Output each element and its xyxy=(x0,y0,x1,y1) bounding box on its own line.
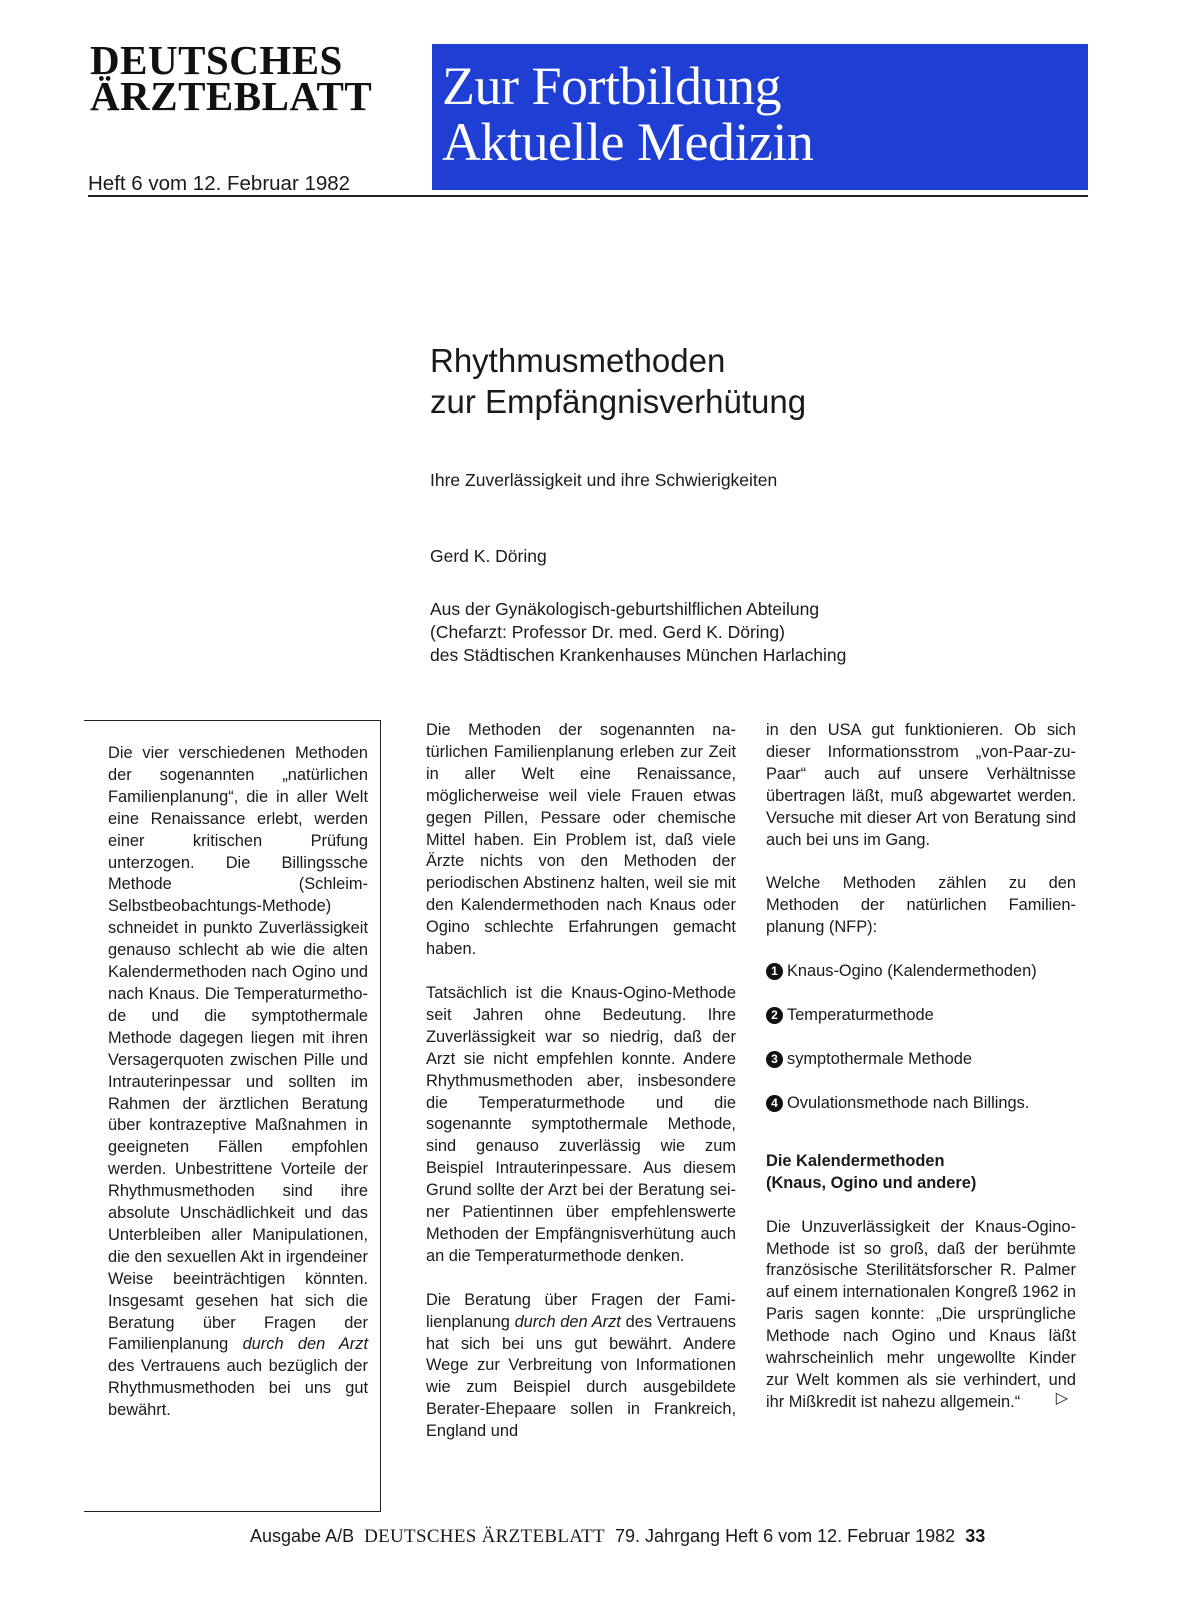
section-heading-line-1: Die Kalendermethoden xyxy=(766,1151,945,1170)
title-line-2: zur Empfängnisverhütung xyxy=(430,383,807,420)
abstract-text-part-2: des Vertrauens auch bezüglich der Rhythmusmethoden bei uns gut bewährt. xyxy=(108,1357,368,1420)
method-list-text: Knaus-Ogino (Kalendermethoden) xyxy=(787,962,1037,981)
method-list-item xyxy=(766,961,1076,983)
abstract-text-part-1: Die vier verschiedenen Methoden der sogenannten „natürlichen Familienplanung“, die in aller Welt eine Renaissance erlebt, werden einer kritischen Prüfung unterzogen. Die Billingssche Methode (Schleim-Selbstbeobachtungs-Methode) schneidet in punkto Zuverlässigkeit genauso schlecht ab wie die alten Kalendermethoden nach Ogino und nach Knaus. Die Temperaturmethode und die symptothermale Methode dagegen liegen mit ihren Versagerquoten zwischen Pille und Intrauterinpessar und sollten im Rahmen der ärztlichen Beratung über kontrazeptive Maßnahmen in geeigneten Fällen empfohlen werden. Unbestrittene Vorteile der Rhythmusmethoden sind ihre absolute Unschädlichkeit und das Unterbleiben aller Manipulationen, die den sexuellen Akt in irgendeiner Weise beeinträchtigen könnten. Insgesamt gesehen hat sich die Beratung über Fragen der Familienplanung xyxy=(108,744,368,1354)
footer-magazine: DEUTSCHES ÄRZTEBLATT xyxy=(364,1526,605,1547)
method-list-text: Ovulationsmethode nach Billings. xyxy=(787,1093,1030,1112)
number-circle-icon: 3 xyxy=(766,1051,783,1068)
header-rule xyxy=(88,195,1088,197)
paragraph: Die Methoden der sogenannten natürlichen Familienplanung erleben zur Zeit in aller Welt eine Renaissance, möglicherweise weil viele Frauen etwas gegen Pillen, Pessare oder chemische Mittel haben. Ein Problem ist, daß viele Ärzte nichts von den Methoden der periodischen Abstinenz halten, weil sie mit den Kalendermethoden nach Knaus oder Ogino schlechte Erfahrungen gemacht haben. xyxy=(426,721,736,959)
paragraph-italic: durch den Arzt xyxy=(514,1312,621,1331)
abstract-text-italic: durch den Arzt xyxy=(242,1335,368,1354)
page-footer xyxy=(250,1526,1084,1548)
paragraph: Tatsächlich ist die Knaus-Ogino-Methode seit Jahren ohne Bedeutung. Ihre Zuverlässigkeit war so niedrig, daß der Arzt sie nicht empfehlen konnte. Andere Rhythmusmethoden aber, insbesondere die Temperaturmethode und die sogenannte symptothermale Methode, sind genauso zuverlässig wie zum Beispiel Intrauterinpessare. Aus diesem Grund sollte der Arzt bei der Beratung seiner Patientinnen über empfehlenswerte Methoden der Empfängnisverhütung auch an die Temperaturmethode denken. xyxy=(426,983,736,1265)
affiliation-line-2: (Chefarzt: Professor Dr. med. Gerd K. Döring) xyxy=(430,622,785,642)
masthead-logo xyxy=(90,37,410,119)
method-list-text: Temperaturmethode xyxy=(787,1006,934,1025)
footer-edition: Ausgabe A/B xyxy=(250,1526,355,1546)
paragraph-part: Die Beratung über Fragen der Familienplanung xyxy=(426,1290,736,1331)
number-circle-icon: 4 xyxy=(766,1095,783,1112)
page-number: 33 xyxy=(965,1526,986,1546)
abstract-text xyxy=(108,743,368,1422)
continue-arrow-icon: ▷ xyxy=(1055,1389,1068,1407)
title-line-1: Rhythmusmethoden xyxy=(430,342,726,379)
number-circle-icon: 1 xyxy=(766,963,783,980)
abstract-box xyxy=(84,720,381,1512)
author-affiliation xyxy=(430,598,846,667)
article-title xyxy=(430,340,1070,422)
banner-line-2: Aktuelle Medizin xyxy=(442,112,814,172)
paragraph xyxy=(766,1217,1076,1414)
body-column-3 xyxy=(766,720,1076,1436)
paragraph-text: Die Unzuverlässigkeit der Knaus-Ogino-Methode ist so groß, daß der berühmte französische Sterilitätsforscher R. Palmer auf einem internationalen Kongreß 1962 in Paris sagen konnte: „Die ursprüngliche Methode nach Ogino und Knaus läßt wahrscheinlich mehr ungewollte Kinder zur Welt kommen als sie verhindert, und ihr Mißkredit ist nahezu allgemein.“ xyxy=(766,1217,1076,1411)
paragraph-part: des Vertrauens hat sich bei uns gut bewährt. Andere Wege zur Verbreitung von Informationen wie zum Beispiel durch ausgebildete Berater-Ehepaare sollen in Frankreich, England und xyxy=(426,1312,736,1441)
footer-volume: 79. Jahrgang Heft 6 vom 12. Februar 1982 xyxy=(614,1526,956,1546)
section-heading-line-2: (Knaus, Ogino und andere) xyxy=(766,1173,977,1192)
article-subtitle: Ihre Zuverlässigkeit und ihre Schwierigkeiten xyxy=(430,470,778,490)
banner-line-1: Zur Fortbildung xyxy=(442,56,781,116)
section-banner xyxy=(432,44,1088,190)
section-heading xyxy=(766,1151,1076,1195)
method-list-item xyxy=(766,1093,1076,1115)
body-column-2 xyxy=(426,720,736,1465)
affiliation-line-3: des Städtischen Krankenhauses München Harlaching xyxy=(430,645,847,665)
affiliation-line-1: Aus der Gynäkologisch-geburtshilflichen Abteilung xyxy=(430,599,820,619)
method-list-text: symptothermale Methode xyxy=(787,1049,972,1068)
method-list-item xyxy=(766,1005,1076,1027)
article-author: Gerd K. Döring xyxy=(430,546,547,566)
method-list-item xyxy=(766,1049,1076,1071)
masthead-line-2: ÄRZTEBLATT xyxy=(90,73,373,119)
paragraph: in den USA gut funktionieren. Ob sich dieser Informationsstrom „von-Paar-zu-Paar“ auch auf unsere Verhältnisse übertragen läßt, muß abgewartet werden. Versuche mit dieser Art von Beratung sind auch bei uns im Gang. xyxy=(766,721,1076,849)
masthead-line-1: DEUTSCHES xyxy=(90,37,343,83)
paragraph: Welche Methoden zählen zu den Methoden der natürlichen Familienplanung (NFP): xyxy=(766,874,1076,937)
paragraph xyxy=(426,1290,736,1443)
number-circle-icon: 2 xyxy=(766,1007,783,1024)
issue-date: Heft 6 vom 12. Februar 1982 xyxy=(88,172,351,195)
